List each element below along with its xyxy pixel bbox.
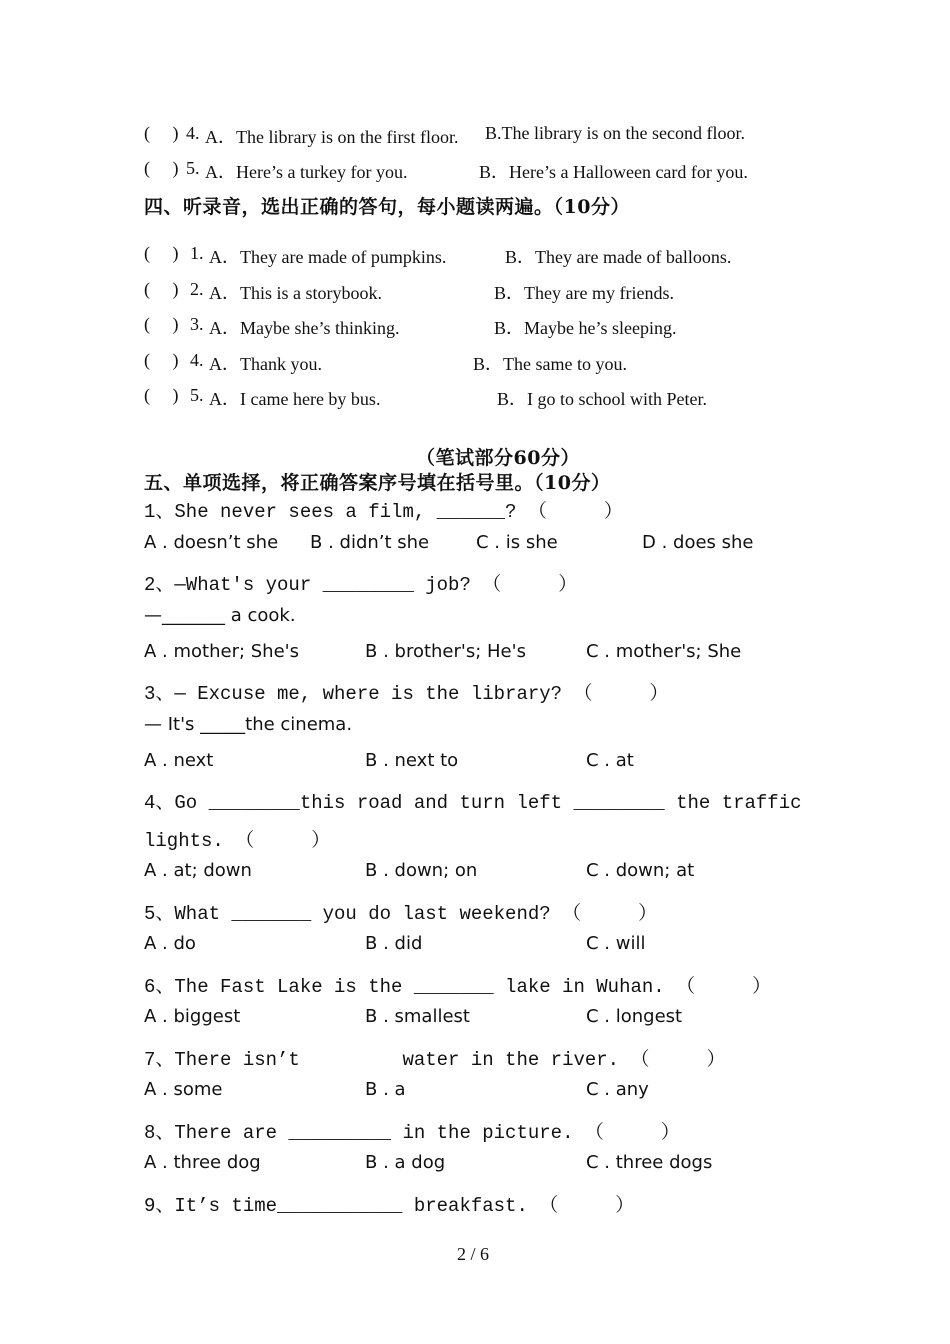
q1-option-c: C . is she [476,532,558,553]
q5-option-c: C . will [586,933,646,954]
q7-option-a: A . some [144,1079,223,1100]
q2-option-c: C . mother's; She [586,641,742,662]
q1-option-d: D . does she [642,532,754,553]
q2-stem: 2、—What's your ________ job? （ ） [144,574,578,596]
item-number: 5. [186,158,200,178]
item-number: 4. [186,123,200,143]
q6-option-c: C . longest [586,1006,683,1027]
answer-paren: ( ) [144,158,179,178]
item-number: 3. [190,314,204,334]
option-a: A．This is a storybook. [209,283,382,303]
option-b: B．The same to you. [473,354,627,374]
q6-stem: 6、The Fast Lake is the _______ lake in Wuhan. （ ） [144,976,772,998]
option-a: A．The library is on the first floor. [205,127,459,147]
section-4-heading: 四、听录音，选出正确的答句，每小题读两遍。（10分） [144,196,630,218]
answer-paren: ( ) [144,314,179,334]
q8-option-a: A . three dog [144,1152,261,1173]
q3-option-c: C . at [586,750,634,771]
written-part-title: （笔试部分60分） [416,447,580,469]
q6-option-a: A . biggest [144,1006,241,1027]
item-number: 1. [190,243,204,263]
q8-option-b: B . a dog [365,1152,446,1173]
answer-paren: ( ) [144,123,179,143]
q1-option-a: A . doesn’t she [144,532,279,553]
q6-option-b: B . smallest [365,1006,470,1027]
option-b: B.The library is on the second floor. [485,123,745,143]
answer-paren: ( ) [144,243,179,263]
q4-option-b: B . down; on [365,860,478,881]
q7-option-c: C . any [586,1079,649,1100]
option-a: A．They are made of pumpkins. [209,247,447,267]
q4-line2: lights. （ ） [144,830,331,852]
option-a: A．Maybe she’s thinking. [209,318,400,338]
q1-option-b: B . didn’t she [310,532,430,553]
q1-stem: 1、She never sees a film, ______? （ ） [144,501,623,523]
item-number: 4. [190,350,204,370]
answer-paren: ( ) [144,350,179,370]
option-a: A．I came here by bus. [209,389,381,409]
item-number: 2. [190,279,204,299]
page-number: 2 / 6 [457,1244,490,1264]
q7-stem: 7、There isn’t water in the river. （ ） [144,1049,726,1071]
option-b: B．They are my friends. [494,283,674,303]
q9-stem: 9、It’s time___________ breakfast. （ ） [144,1195,635,1217]
option-b: B．I go to school with Peter. [497,389,707,409]
answer-paren: ( ) [144,385,179,405]
item-number: 5. [190,385,204,405]
q4-option-c: C . down; at [586,860,695,881]
q8-stem: 8、There are _________ in the picture. （ ） [144,1122,680,1144]
q5-option-a: A . do [144,933,196,954]
q4-option-a: A . at; down [144,860,252,881]
q5-stem: 5、What _______ you do last weekend? （ ） [144,903,658,925]
q7-option-b: B . a [365,1079,406,1100]
q3-stem: 3、— Excuse me, where is the library? （ ） [144,683,669,705]
q2-option-b: B . brother's; He's [365,641,526,662]
q3-option-b: B . next to [365,750,459,771]
option-a: A．Here’s a turkey for you. [205,162,408,182]
section-5-heading: 五、单项选择，将正确答案序号填在括号里。（10分） [144,472,611,494]
option-b: B．They are made of balloons. [505,247,732,267]
q5-option-b: B . did [365,933,423,954]
q4-stem: 4、Go ________this road and turn left ________ the traffic [144,792,802,814]
q2-line2: —_______ a cook. [144,605,296,626]
q3-option-a: A . next [144,750,214,771]
q3-line2: — It's _____the cinema. [144,714,353,735]
answer-paren: ( ) [144,279,179,299]
q8-option-c: C . three dogs [586,1152,713,1173]
q2-option-a: A . mother; She's [144,641,299,662]
option-b: B．Maybe he’s sleeping. [494,318,677,338]
option-a: A．Thank you. [209,354,322,374]
option-b: B．Here’s a Halloween card for you. [479,162,748,182]
